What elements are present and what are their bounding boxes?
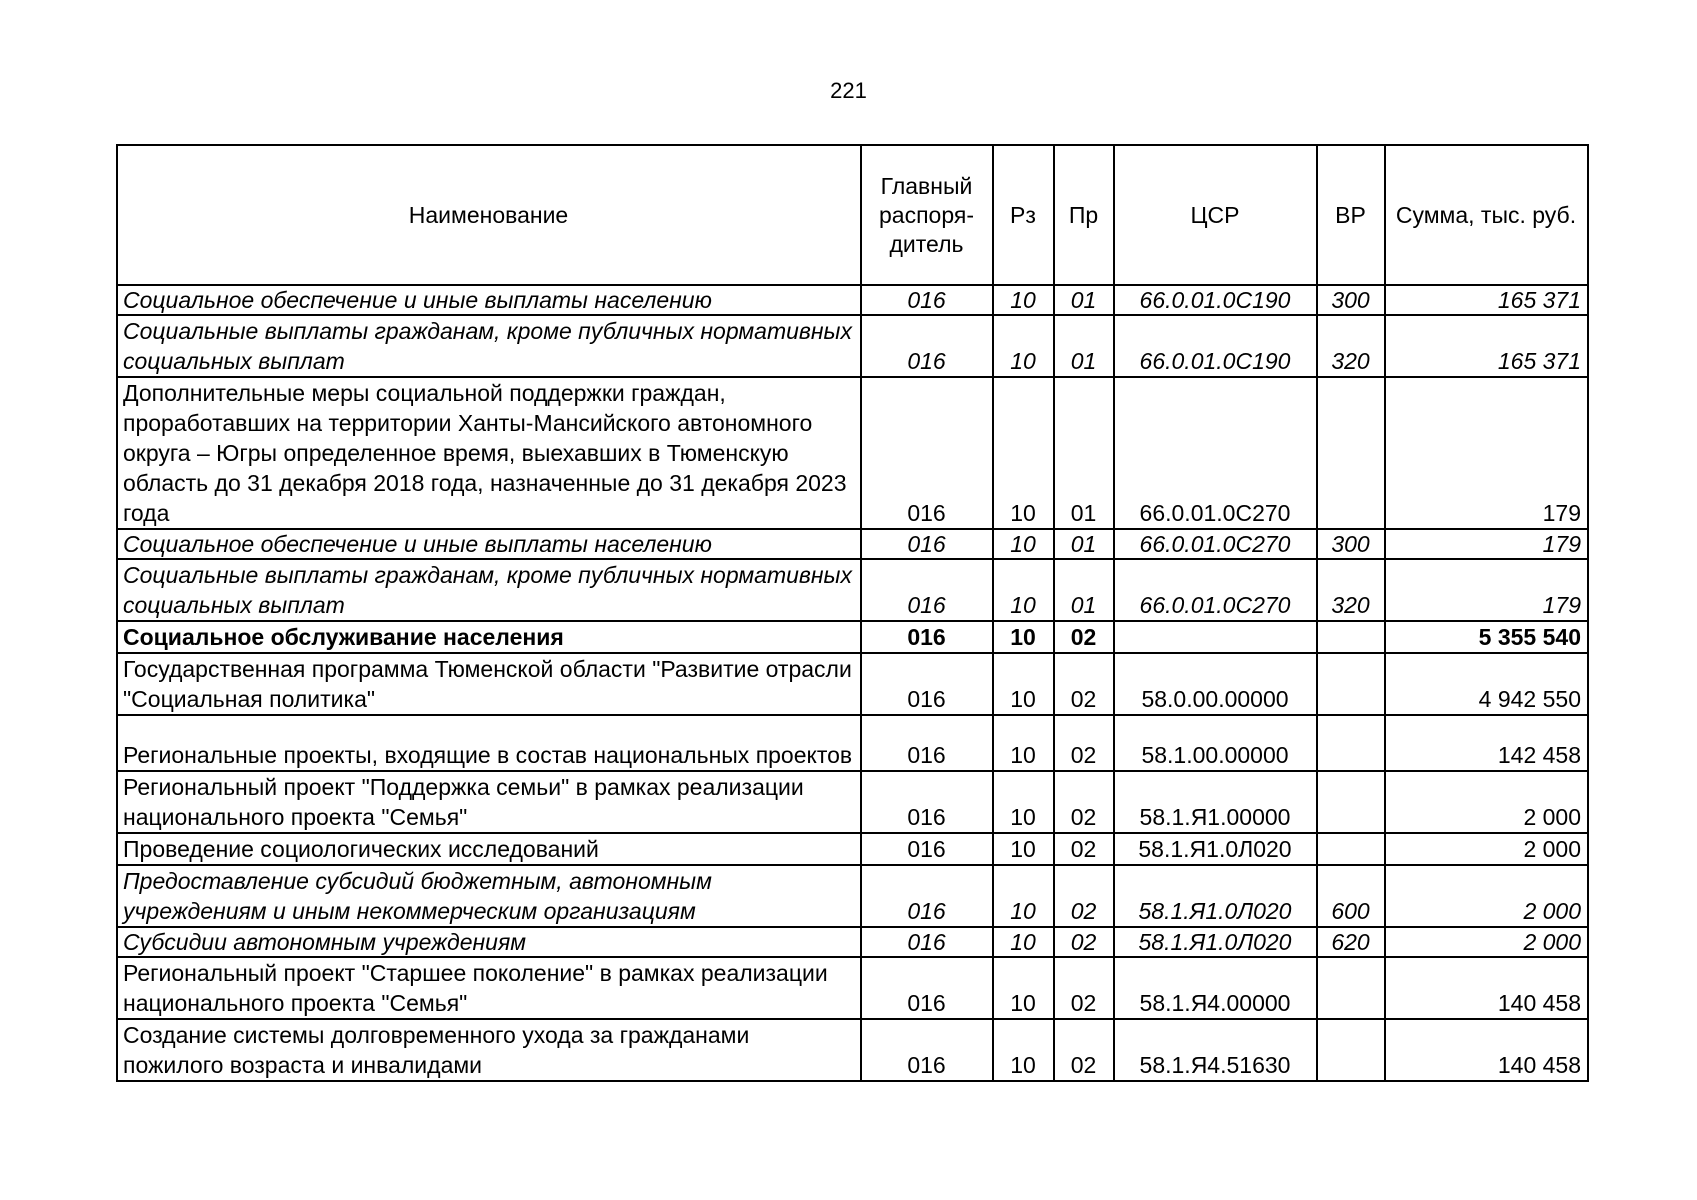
cell-csr: 66.0.01.0С190 — [1114, 285, 1317, 315]
cell-rz: 10 — [993, 865, 1054, 927]
table-row — [117, 865, 1588, 927]
cell-rz: 10 — [993, 927, 1054, 957]
cell-rz: 10 — [993, 621, 1054, 653]
cell-grbs: 016 — [861, 927, 993, 957]
cell-rz: 10 — [993, 529, 1054, 559]
cell-pr: 01 — [1054, 285, 1114, 315]
cell-sum: 179 — [1385, 529, 1588, 559]
cell-grbs: 016 — [861, 715, 993, 771]
table-row — [117, 927, 1588, 957]
budget-table — [116, 144, 1589, 1082]
cell-sum: 165 371 — [1385, 315, 1588, 377]
table-row — [117, 957, 1588, 1019]
cell-grbs: 016 — [861, 957, 993, 1019]
header-csr: ЦСР — [1114, 145, 1317, 285]
cell-name: Дополнительные меры социальной поддержки граждан, проработавших на территории Ханты-Мансийского автономного округа – Югры определенное время, выехавших в Тюменскую область до 31 декабря 2018 года, назначенные до 31 декабря 2023 года — [117, 377, 861, 529]
table-row — [117, 315, 1588, 377]
cell-csr: 66.0.01.0С190 — [1114, 315, 1317, 377]
table-row — [117, 529, 1588, 559]
cell-vr — [1317, 715, 1385, 771]
header-pr: Пр — [1054, 145, 1114, 285]
header-grbs: Главный распоря-дитель — [861, 145, 993, 285]
table-body — [117, 285, 1588, 1081]
cell-sum: 4 942 550 — [1385, 653, 1588, 715]
cell-pr: 02 — [1054, 1019, 1114, 1081]
cell-csr: 58.0.00.00000 — [1114, 653, 1317, 715]
table-row — [117, 1019, 1588, 1081]
cell-vr: 320 — [1317, 315, 1385, 377]
cell-pr: 02 — [1054, 653, 1114, 715]
cell-name: Социальные выплаты гражданам, кроме публичных нормативных социальных выплат — [117, 559, 861, 621]
cell-pr: 01 — [1054, 559, 1114, 621]
cell-grbs: 016 — [861, 1019, 993, 1081]
cell-grbs: 016 — [861, 377, 993, 529]
cell-pr: 02 — [1054, 833, 1114, 865]
cell-vr: 620 — [1317, 927, 1385, 957]
cell-name: Социальные выплаты гражданам, кроме публичных нормативных социальных выплат — [117, 315, 861, 377]
cell-rz: 10 — [993, 653, 1054, 715]
cell-csr: 58.1.00.00000 — [1114, 715, 1317, 771]
cell-csr: 66.0.01.0С270 — [1114, 559, 1317, 621]
cell-name: Проведение социологических исследований — [117, 833, 861, 865]
table-row — [117, 285, 1588, 315]
cell-rz: 10 — [993, 833, 1054, 865]
cell-pr: 02 — [1054, 957, 1114, 1019]
cell-rz: 10 — [993, 377, 1054, 529]
cell-vr: 300 — [1317, 285, 1385, 315]
cell-name: Социальное обеспечение и иные выплаты населению — [117, 529, 861, 559]
cell-rz: 10 — [993, 771, 1054, 833]
cell-grbs: 016 — [861, 529, 993, 559]
cell-sum: 2 000 — [1385, 865, 1588, 927]
table-header-row — [117, 145, 1588, 285]
cell-pr: 01 — [1054, 377, 1114, 529]
cell-grbs: 016 — [861, 315, 993, 377]
cell-vr — [1317, 957, 1385, 1019]
cell-csr: 58.1.Я1.0Л020 — [1114, 865, 1317, 927]
cell-csr: 58.1.Я1.0Л020 — [1114, 927, 1317, 957]
header-vr: ВР — [1317, 145, 1385, 285]
cell-csr: 58.1.Я1.00000 — [1114, 771, 1317, 833]
cell-vr — [1317, 1019, 1385, 1081]
cell-vr: 320 — [1317, 559, 1385, 621]
cell-pr: 01 — [1054, 529, 1114, 559]
cell-name: Социальное обеспечение и иные выплаты населению — [117, 285, 861, 315]
cell-name: Региональный проект "Старшее поколение" в рамках реализации национального проекта "Семья" — [117, 957, 861, 1019]
cell-csr: 58.1.Я1.0Л020 — [1114, 833, 1317, 865]
cell-sum: 2 000 — [1385, 833, 1588, 865]
cell-grbs: 016 — [861, 653, 993, 715]
table-row — [117, 559, 1588, 621]
cell-rz: 10 — [993, 315, 1054, 377]
cell-pr: 02 — [1054, 715, 1114, 771]
cell-rz: 10 — [993, 957, 1054, 1019]
cell-grbs: 016 — [861, 621, 993, 653]
cell-sum: 2 000 — [1385, 927, 1588, 957]
table-row — [117, 621, 1588, 653]
cell-name: Субсидии автономным учреждениям — [117, 927, 861, 957]
page-number: 221 — [830, 78, 867, 103]
cell-vr: 300 — [1317, 529, 1385, 559]
cell-csr: 66.0.01.0С270 — [1114, 377, 1317, 529]
cell-name: Предоставление субсидий бюджетным, автономным учреждениям и иным некоммерческим организациям — [117, 865, 861, 927]
cell-name: Социальное обслуживание населения — [117, 621, 861, 653]
cell-pr: 02 — [1054, 865, 1114, 927]
table-row — [117, 653, 1588, 715]
cell-pr: 02 — [1054, 621, 1114, 653]
cell-name: Создание системы долговременного ухода за гражданами пожилого возраста и инвалидами — [117, 1019, 861, 1081]
cell-vr — [1317, 377, 1385, 529]
cell-csr: 58.1.Я4.51630 — [1114, 1019, 1317, 1081]
cell-sum: 140 458 — [1385, 957, 1588, 1019]
cell-pr: 02 — [1054, 927, 1114, 957]
cell-vr — [1317, 833, 1385, 865]
header-rz: Рз — [993, 145, 1054, 285]
cell-csr: 58.1.Я4.00000 — [1114, 957, 1317, 1019]
cell-sum: 5 355 540 — [1385, 621, 1588, 653]
header-sum: Сумма, тыс. руб. — [1385, 145, 1588, 285]
cell-grbs: 016 — [861, 865, 993, 927]
cell-pr: 02 — [1054, 771, 1114, 833]
cell-rz: 10 — [993, 285, 1054, 315]
cell-vr — [1317, 771, 1385, 833]
header-name: Наименование — [117, 145, 861, 285]
table-row — [117, 715, 1588, 771]
cell-grbs: 016 — [861, 559, 993, 621]
cell-sum: 179 — [1385, 377, 1588, 529]
table-row — [117, 377, 1588, 529]
cell-sum: 179 — [1385, 559, 1588, 621]
table-row — [117, 771, 1588, 833]
cell-sum: 142 458 — [1385, 715, 1588, 771]
cell-vr: 600 — [1317, 865, 1385, 927]
cell-pr: 01 — [1054, 315, 1114, 377]
table-row — [117, 833, 1588, 865]
cell-vr — [1317, 653, 1385, 715]
cell-rz: 10 — [993, 1019, 1054, 1081]
cell-vr — [1317, 621, 1385, 653]
cell-rz: 10 — [993, 559, 1054, 621]
cell-name: Региональный проект "Поддержка семьи" в рамках реализации национального проекта "Семья" — [117, 771, 861, 833]
cell-grbs: 016 — [861, 285, 993, 315]
cell-sum: 140 458 — [1385, 1019, 1588, 1081]
cell-sum: 2 000 — [1385, 771, 1588, 833]
cell-csr — [1114, 621, 1317, 653]
cell-sum: 165 371 — [1385, 285, 1588, 315]
cell-name: Региональные проекты, входящие в состав национальных проектов — [117, 715, 861, 771]
cell-grbs: 016 — [861, 771, 993, 833]
cell-name: Государственная программа Тюменской области "Развитие отрасли "Социальная политика" — [117, 653, 861, 715]
cell-csr: 66.0.01.0С270 — [1114, 529, 1317, 559]
cell-rz: 10 — [993, 715, 1054, 771]
cell-grbs: 016 — [861, 833, 993, 865]
